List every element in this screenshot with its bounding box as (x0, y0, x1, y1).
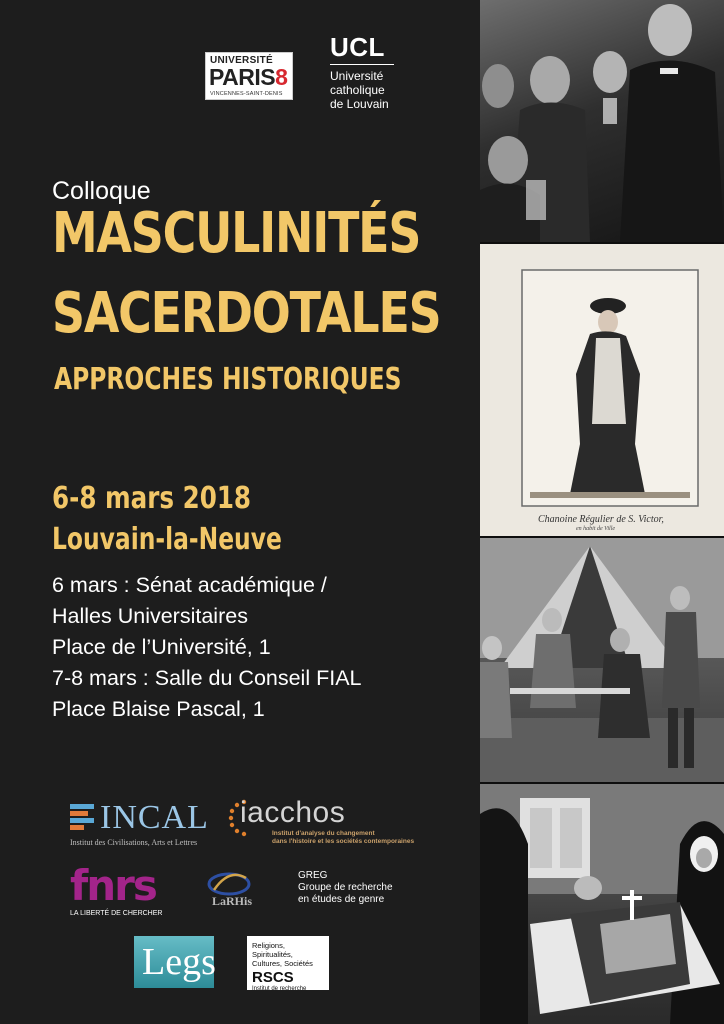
ucl-logo-line3: de Louvain (330, 97, 389, 111)
ucl-logo-rule (330, 64, 394, 65)
rscs-logo (247, 936, 329, 990)
paris8-logo-eight: 8 (275, 64, 288, 90)
larhis-logo-name: LaRHis (212, 894, 253, 908)
fnrs-logo-tagline: LA LIBERTÉ DE CHERCHER (70, 910, 163, 917)
rscs-acronym: RSCS (252, 969, 294, 986)
paris8-logo-line3: VINCENNES-SAINT-DENIS (210, 91, 283, 97)
photo-scouts-tent (480, 538, 724, 782)
event-venues (52, 570, 362, 725)
incal-mark-icon (70, 804, 96, 834)
venue-line: 6 mars : Sénat académique / (52, 573, 327, 597)
paris8-logo-wordmark (209, 64, 287, 91)
ucl-logo-line2: catholique (330, 83, 385, 97)
event-kicker: Colloque (52, 177, 151, 205)
iacchos-subtitle-line2: dans l'histoire et les sociétés contemporaines (272, 838, 415, 845)
greg-logo (298, 870, 393, 906)
rscs-line1: Religions, Spiritualités, (252, 941, 293, 959)
venue-line: Halles Universitaires (52, 604, 248, 628)
event-title-line2: SACERDOTALES (52, 281, 441, 346)
paris8-logo-paris: PARIS (209, 64, 276, 90)
rscs-line2: Cultures, Sociétés (252, 959, 313, 968)
venue-line: 7-8 mars : Salle du Conseil FIAL (52, 666, 362, 690)
fnrs-logo (70, 861, 170, 920)
event-subtitle: APPROCHES HISTORIQUES (54, 362, 402, 397)
iacchos-logo (228, 796, 428, 848)
photo-canon-engraving-image (480, 244, 724, 536)
photo-deathbed (480, 784, 724, 1024)
incal-logo (70, 798, 220, 848)
photo-column (480, 0, 724, 1024)
incal-logo-subtitle: Institut des Civilisations, Arts et Lettres (70, 838, 198, 847)
fnrs-logo-name: fnrs (70, 861, 156, 910)
event-title-line1: MASCULINITÉS (52, 201, 421, 266)
incal-logo-name: INCAL (100, 799, 209, 836)
paris8-logo-line1: UNIVERSITÉ (210, 55, 274, 66)
photo-scouts-tent-image (480, 538, 724, 782)
greg-line1: GREG (298, 870, 328, 881)
iacchos-logo-subtitle (272, 830, 414, 846)
venue-line: Place Blaise Pascal, 1 (52, 697, 265, 721)
engraving-subcaption: en habit de Ville (576, 526, 616, 532)
photo-deathbed-image (480, 784, 724, 1024)
legs-logo (134, 936, 214, 988)
event-dates: 6-8 mars 2018 (52, 481, 252, 516)
paris8-logo (205, 52, 293, 100)
event-city: Louvain-la-Neuve (52, 522, 282, 557)
photo-canon-engraving (480, 244, 724, 536)
venue-line: Place de l’Université, 1 (52, 635, 271, 659)
ucl-logo-acronym: UCL (330, 32, 385, 62)
ucl-logo (330, 34, 400, 111)
photo-priest-with-men-image (480, 0, 724, 242)
ucl-logo-line1: Université (330, 69, 384, 83)
legs-logo-name: Legs (142, 941, 216, 983)
larhis-logo (200, 866, 260, 916)
rscs-line3: Institut de recherche (252, 986, 307, 992)
photo-priest-with-men (480, 0, 724, 242)
engraving-caption: Chanoine Régulier de S. Victor, (538, 514, 664, 525)
iacchos-subtitle-line1: Institut d'analyse du changement (272, 830, 375, 837)
greg-line2: Groupe de recherche (298, 882, 393, 893)
iacchos-logo-name: iacchos (240, 796, 346, 829)
greg-line3: en études de genre (298, 894, 385, 905)
